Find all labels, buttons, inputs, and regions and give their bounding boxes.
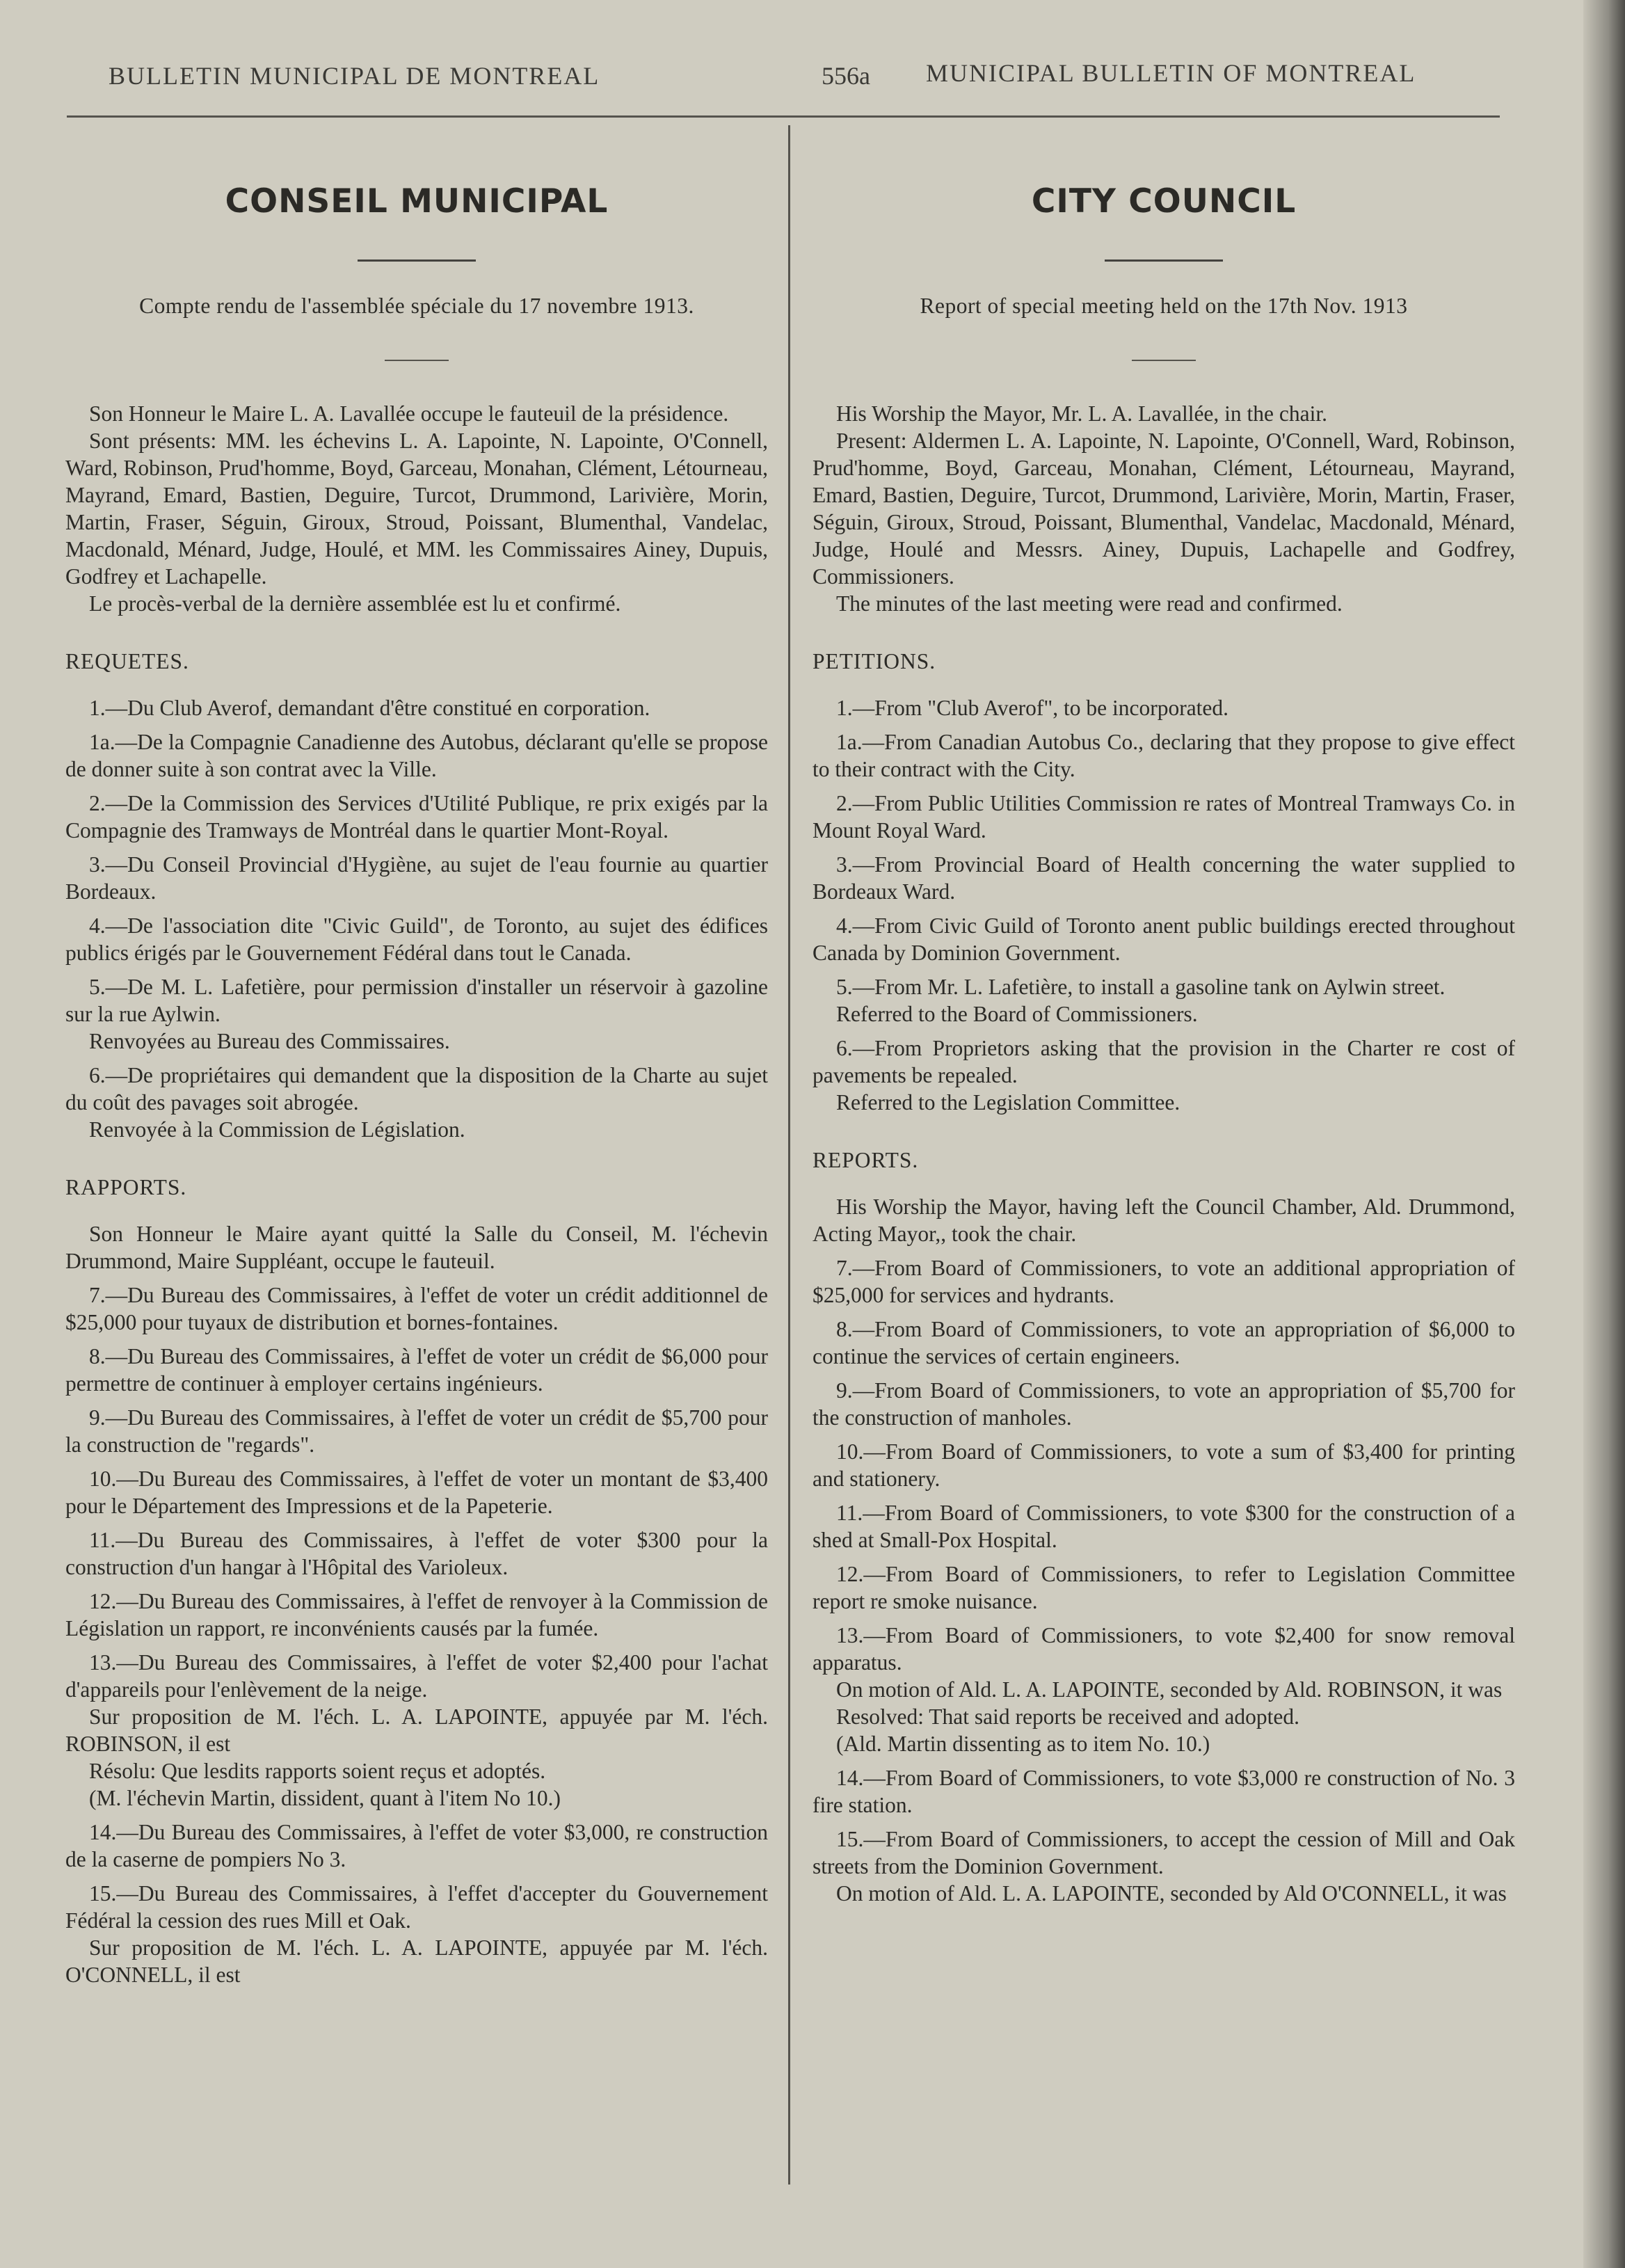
referral-note: Renvoyées au Bureau des Commissaires.	[89, 1029, 450, 1053]
report-item: 15.—From Board of Commissioners, to accept the cession of Mill and Oak streets from the Dominion Government.	[812, 1827, 1515, 1878]
petition-item: 1.—Du Club Averof, demandant d'être constitué en corporation.	[89, 696, 650, 720]
dissent-note: (Ald. Martin dissenting as to item No. 10.)	[836, 1732, 1210, 1756]
english-subtitle: Report of special meeting held on the 17th Nov. 1913	[920, 294, 1408, 318]
petition-item: 3.—Du Conseil Provincial d'Hygiène, au sujet de l'eau fournie au quartier Bordeaux.	[65, 852, 768, 904]
french-reports	[65, 1220, 768, 1988]
subtitle-rule	[1132, 360, 1196, 361]
referral-note: Referred to the Board of Commissioners.	[836, 1002, 1198, 1026]
english-column	[812, 125, 1515, 1907]
report-item: 14.—From Board of Commissioners, to vote $3,000 re construction of No. 3 fire station.	[812, 1766, 1515, 1817]
motion-text: On motion of Ald. L. A. LAPOINTE, seconded by Ald O'CONNELL, it was	[836, 1881, 1507, 1906]
report-item: 7.—From Board of Commissioners, to vote an additional appropriation of $25,000 for services and hydrants.	[812, 1256, 1515, 1307]
referral-note: Referred to the Legislation Committee.	[836, 1090, 1180, 1115]
header-rule	[67, 115, 1500, 118]
petition-item: 2.—De la Commission des Services d'Utilité Publique, re prix exigés par la Compagnie des Tramways de Montréal dans le quartier Mont-Royal.	[65, 791, 768, 842]
referral-note: Renvoyée à la Commission de Législation.	[89, 1117, 465, 1142]
french-petitions	[65, 694, 768, 1143]
paragraph: Le procès-verbal de la dernière assemblée est lu et confirmé.	[89, 591, 621, 616]
resolution-text: Resolved: That said reports be received and adopted.	[836, 1704, 1299, 1729]
french-subtitle: Compte rendu de l'assemblée spéciale du 17 novembre 1913.	[139, 294, 694, 318]
running-header	[67, 54, 1500, 96]
petition-item: 1.—From "Club Averof", to be incorporated.	[836, 696, 1229, 720]
report-item: 9.—Du Bureau des Commissaires, à l'effet de voter un crédit de $5,700 pour la construction de "regards".	[65, 1405, 768, 1457]
report-item: 14.—Du Bureau des Commissaires, à l'effet de voter $3,000, re construction de la caserne de pompiers No 3.	[65, 1820, 768, 1871]
report-item: 12.—From Board of Commissioners, to refer to Legislation Committee report re smoke nuisance.	[812, 1562, 1515, 1613]
french-column	[65, 125, 768, 1988]
motion-text: Sur proposition de M. l'éch. L. A. LAPOINTE, appuyée par M. l'éch. O'CONNELL, il est	[65, 1935, 768, 1987]
petition-item: 2.—From Public Utilities Commission re rates of Montreal Tramways Co. in Mount Royal Ward.	[812, 791, 1515, 842]
petition-item: 6.—De propriétaires qui demandent que la disposition de la Charte au sujet du coût des pavages soit abrogée.	[65, 1063, 768, 1115]
petition-item: 4.—From Civic Guild of Toronto anent public buildings erected throughout Canada by Dominion Government.	[812, 913, 1515, 965]
english-reports	[812, 1193, 1515, 1907]
english-petitions-heading: PETITIONS.	[812, 649, 936, 673]
report-item: 13.—Du Bureau des Commissaires, à l'effet de voter $2,400 pour l'achat d'appareils pour l'enlèvement de la neige.	[65, 1650, 768, 1702]
paragraph: His Worship the Mayor, having left the Council Chamber, Ald. Drummond, Acting Mayor,, took the chair.	[812, 1195, 1515, 1246]
petition-item: 5.—From Mr. L. Lafetière, to install a gasoline tank on Aylwin street.	[836, 975, 1446, 999]
french-petitions-heading: REQUETES.	[65, 649, 189, 673]
french-section-title: CONSEIL MUNICIPAL	[225, 182, 609, 221]
petition-item: 5.—De M. L. Lafetière, pour permission d'installer un réservoir à gazoline sur la rue Aylwin.	[65, 975, 768, 1026]
report-item: 11.—From Board of Commissioners, to vote $300 for the construction of a shed at Small-Pox Hospital.	[812, 1501, 1515, 1552]
header-french-title: BULLETIN MUNICIPAL DE MONTREAL	[109, 62, 600, 90]
petition-item: 1a.—From Canadian Autobus Co., declaring that they propose to give effect to their contract with the City.	[812, 730, 1515, 781]
petition-item: 3.—From Provincial Board of Health concerning the water supplied to Bordeaux Ward.	[812, 852, 1515, 904]
petition-item: 4.—De l'association dite "Civic Guild", de Toronto, au sujet des édifices publics érigés par le Gouvernement Fédéral dans tout le Canada.	[65, 913, 768, 965]
paragraph: Sont présents: MM. les échevins L. A. Lapointe, N. Lapointe, O'Connell, Ward, Robinson, Prud'homme, Boyd, Garceau, Monahan, Clément, Létourneau, Mayrand, Emard, Bastien, Deguire, Turcot, Drummond, Larivière, Morin, Martin, Fraser, Séguin, Giroux, Stroud, Poissant, Blumenthal, Vandelac, Macdonald, Ménard, Judge, Houlé, et MM. les Commissaires Ainey, Dupuis, Godfrey et Lachapelle.	[65, 429, 768, 589]
dissent-note: (M. l'échevin Martin, dissident, quant à l'item No 10.)	[89, 1786, 561, 1810]
french-intro	[65, 400, 768, 617]
report-item: 7.—Du Bureau des Commissaires, à l'effet de voter un crédit additionnel de $25,000 pour tuyaux de distribution et bornes-fontaines.	[65, 1283, 768, 1334]
subtitle-rule	[385, 360, 449, 361]
english-section-title: CITY COUNCIL	[1031, 182, 1297, 221]
french-reports-heading: RAPPORTS.	[65, 1175, 187, 1199]
title-rule	[1105, 259, 1223, 262]
report-item: 9.—From Board of Commissioners, to vote an appropriation of $5,700 for the construction of manholes.	[812, 1378, 1515, 1430]
report-item: 13.—From Board of Commissioners, to vote $2,400 for snow removal apparatus.	[812, 1623, 1515, 1675]
motion-text: On motion of Ald. L. A. LAPOINTE, seconded by Ald. ROBINSON, it was	[836, 1677, 1503, 1702]
column-divider	[788, 125, 790, 2185]
paragraph: Son Honneur le Maire ayant quitté la Salle du Conseil, M. l'échevin Drummond, Maire Suppléant, occupe le fauteuil.	[65, 1222, 768, 1273]
english-intro	[812, 400, 1515, 617]
report-item: 8.—Du Bureau des Commissaires, à l'effet de voter un crédit de $6,000 pour permettre de continuer à employer certains ingénieurs.	[65, 1344, 768, 1396]
report-item: 8.—From Board of Commissioners, to vote an appropriation of $6,000 to continue the services of certain engineers.	[812, 1317, 1515, 1368]
english-reports-heading: REPORTS.	[812, 1148, 919, 1172]
petition-item: 6.—From Proprietors asking that the provision in the Charter re cost of pavements be repealed.	[812, 1036, 1515, 1087]
report-item: 15.—Du Bureau des Commissaires, à l'effet d'accepter du Gouvernement Fédéral la cession des rues Mill et Oak.	[65, 1881, 768, 1933]
report-item: 11.—Du Bureau des Commissaires, à l'effet de voter $300 pour la construction d'un hangar à l'Hôpital des Varioleux.	[65, 1528, 768, 1579]
paragraph: Son Honneur le Maire L. A. Lavallée occupe le fauteuil de la présidence.	[89, 401, 729, 426]
header-english-title: MUNICIPAL BULLETIN OF MONTREAL	[926, 59, 1416, 87]
report-item: 10.—Du Bureau des Commissaires, à l'effet de voter un montant de $3,400 pour le Département des Impressions et de la Papeterie.	[65, 1467, 768, 1518]
page-edge-shadow	[1583, 0, 1625, 2268]
motion-text: Sur proposition de M. l'éch. L. A. LAPOINTE, appuyée par M. l'éch. ROBINSON, il est	[65, 1704, 768, 1756]
report-item: 12.—Du Bureau des Commissaires, à l'effet de renvoyer à la Commission de Législation un rapport, re inconvénients causés par la fumée.	[65, 1589, 768, 1640]
petition-item: 1a.—De la Compagnie Canadienne des Autobus, déclarant qu'elle se propose de donner suite à son contrat avec la Ville.	[65, 730, 768, 781]
paragraph: The minutes of the last meeting were read and confirmed.	[836, 591, 1343, 616]
title-rule	[358, 259, 476, 262]
report-item: 10.—From Board of Commissioners, to vote a sum of $3,400 for printing and stationery.	[812, 1439, 1515, 1491]
paragraph: His Worship the Mayor, Mr. L. A. Lavallée, in the chair.	[836, 401, 1327, 426]
page-number: 556a	[822, 62, 870, 90]
english-petitions	[812, 694, 1515, 1116]
resolution-text: Résolu: Que lesdits rapports soient reçus et adoptés.	[89, 1759, 546, 1783]
paragraph: Present: Aldermen L. A. Lapointe, N. Lapointe, O'Connell, Ward, Robinson, Prud'homme, Boyd, Garceau, Monahan, Clément, Létourneau, Mayrand, Emard, Bastien, Deguire, Turcot, Drummond, Larivière, Morin, Martin, Fraser, Séguin, Giroux, Stroud, Poissant, Blumenthal, Vandelac, Macdonald, Ménard, Judge, Houlé and Messrs. Ainey, Dupuis, Lachapelle and Godfrey, Commissioners.	[812, 429, 1515, 589]
